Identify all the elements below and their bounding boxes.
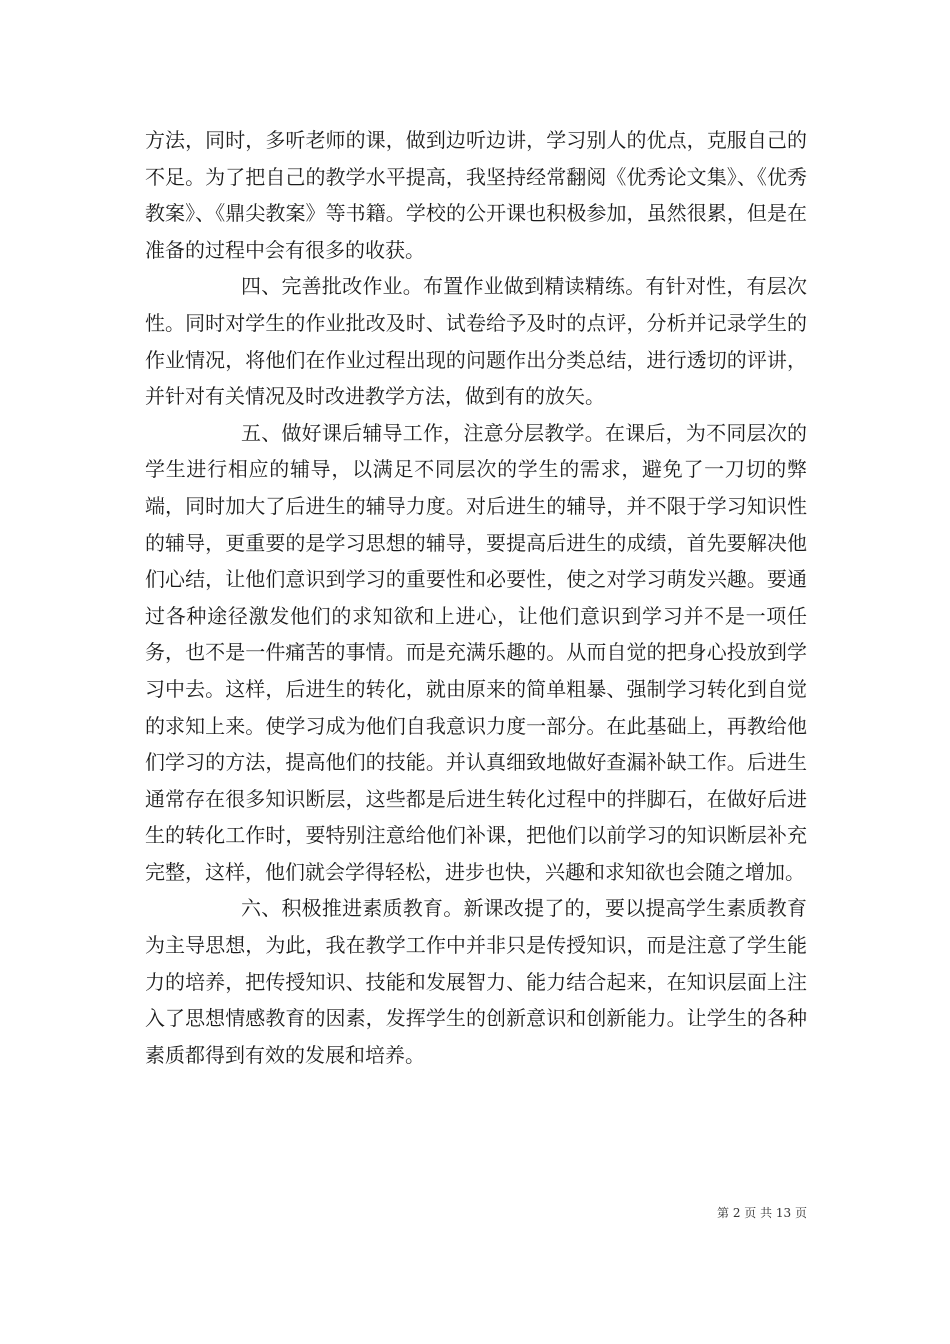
paragraph-after-class-tutoring: 五、做好课后辅导工作，注意分层教学。在课后，为不同层次的学生进行相应的辅导，以满足不同层次的学生的需求，避免了一刀切的弊端，同时加大了后进生的辅导力度。对后进生的辅导，并不限于学习知识性的辅导，更重要的是学习思想的辅导，要提高后进生的成绩，首先要解决他们心结，让他们意识到学习的重要性和必要性，使之对学习萌发兴趣。要通过各种途径激发他们的求知欲和上进心，让他们意识到学习并不是一项任务，也不是一件痛苦的事情。而是充满乐趣的。从而自觉的把身心投放到学习中去。这样，后进生的转化，就由原来的简单粗暴、强制学习转化到自觉的求知上来。使学习成为他们自我意识力度一部分。在此基础上，再教给他们学习的方法，提高他们的技能。并认真细致地做好查漏补缺工作。后进生通常存在很多知识断层，这些都是后进生转化过程中的拌脚石，在做好后进生的转化工作时，要特别注意给他们补课，把他们以前学习的知识断层补充完整，这样，他们就会学得轻松，进步也快，兴趣和求知欲也会随之增加。 [145,420,807,884]
page-footer [717,1204,807,1221]
document-body [145,122,807,1073]
paragraph-continued-methods: 方法，同时，多听老师的课，做到边听边讲，学习别人的优点，克服自己的不足。为了把自己的教学水平提高，我坚持经常翻阅《优秀论文集》、《优秀教案》、《鼎尖教案》等书籍。学校的公开课也积极参加，虽然很累，但是在准备的过程中会有很多的收获。 [145,128,807,262]
page-number-label: 第 2 页 共 13 页 [717,1206,807,1220]
paragraph-homework-correction: 四、完善批改作业。布置作业做到精读精练。有针对性，有层次性。同时对学生的作业批改及时、试卷给予及时的点评，分析并记录学生的作业情况，将他们在作业过程出现的问题作出分类总结，进行透切的评讲，并针对有关情况及时改进教学方法，做到有的放矢。 [145,274,807,409]
paragraph-quality-education: 六、积极推进素质教育。新课改提了的，要以提高学生素质教育为主导思想，为此，我在教学工作中并非只是传授知识，而是注意了学生能力的培养，把传授知识、技能和发展智力、能力结合起来，在知识层面上注入了思想情感教育的因素，发挥学生的创新意识和创新能力。让学生的各种素质都得到有效的发展和培养。 [145,896,807,1067]
